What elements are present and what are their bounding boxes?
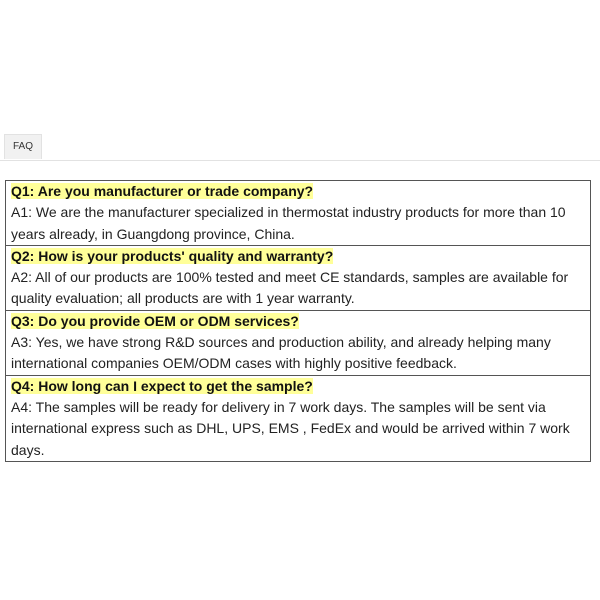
faq-cell [6, 181, 591, 246]
faq-question: Q4: How long can I expect to get the sample? [11, 377, 313, 394]
faq-item [6, 310, 591, 375]
faq-cell [6, 375, 591, 461]
faq-item [6, 375, 591, 461]
tab-faq-label: FAQ [13, 141, 34, 152]
faq-answer: A2: All of our products are 100% tested and meet CE standards, samples are available for quality evaluation; all products are with 1 year warranty. [11, 269, 569, 307]
tab-bar [0, 134, 600, 161]
faq-question: Q1: Are you manufacturer or trade company? [11, 183, 314, 199]
faq-cell [6, 245, 591, 310]
faq-answer: A1: We are the manufacturer specialized in thermostat industry products for more than 10 years already, in Guangdong province, China. [11, 204, 566, 242]
faq-table [5, 180, 591, 462]
faq-cell [6, 310, 591, 375]
faq-question: Q2: How is your products' quality and warranty? [11, 247, 334, 264]
faq-question: Q3: Do you provide OEM or ODM services? [11, 312, 299, 329]
faq-answer: A3: Yes, we have strong R&D sources and production ability, and already helping many international companies OEM/ODM cases with highly positive feedback. [11, 334, 551, 372]
tab-faq[interactable] [4, 134, 42, 159]
faq-item [6, 245, 591, 310]
faq-answer: A4: The samples will be ready for delivery in 7 work days. The samples will be sent via international express such as DHL, UPS, EMS , FedEx and would be arrived within 7 work days. [11, 398, 570, 458]
faq-item [6, 181, 591, 246]
